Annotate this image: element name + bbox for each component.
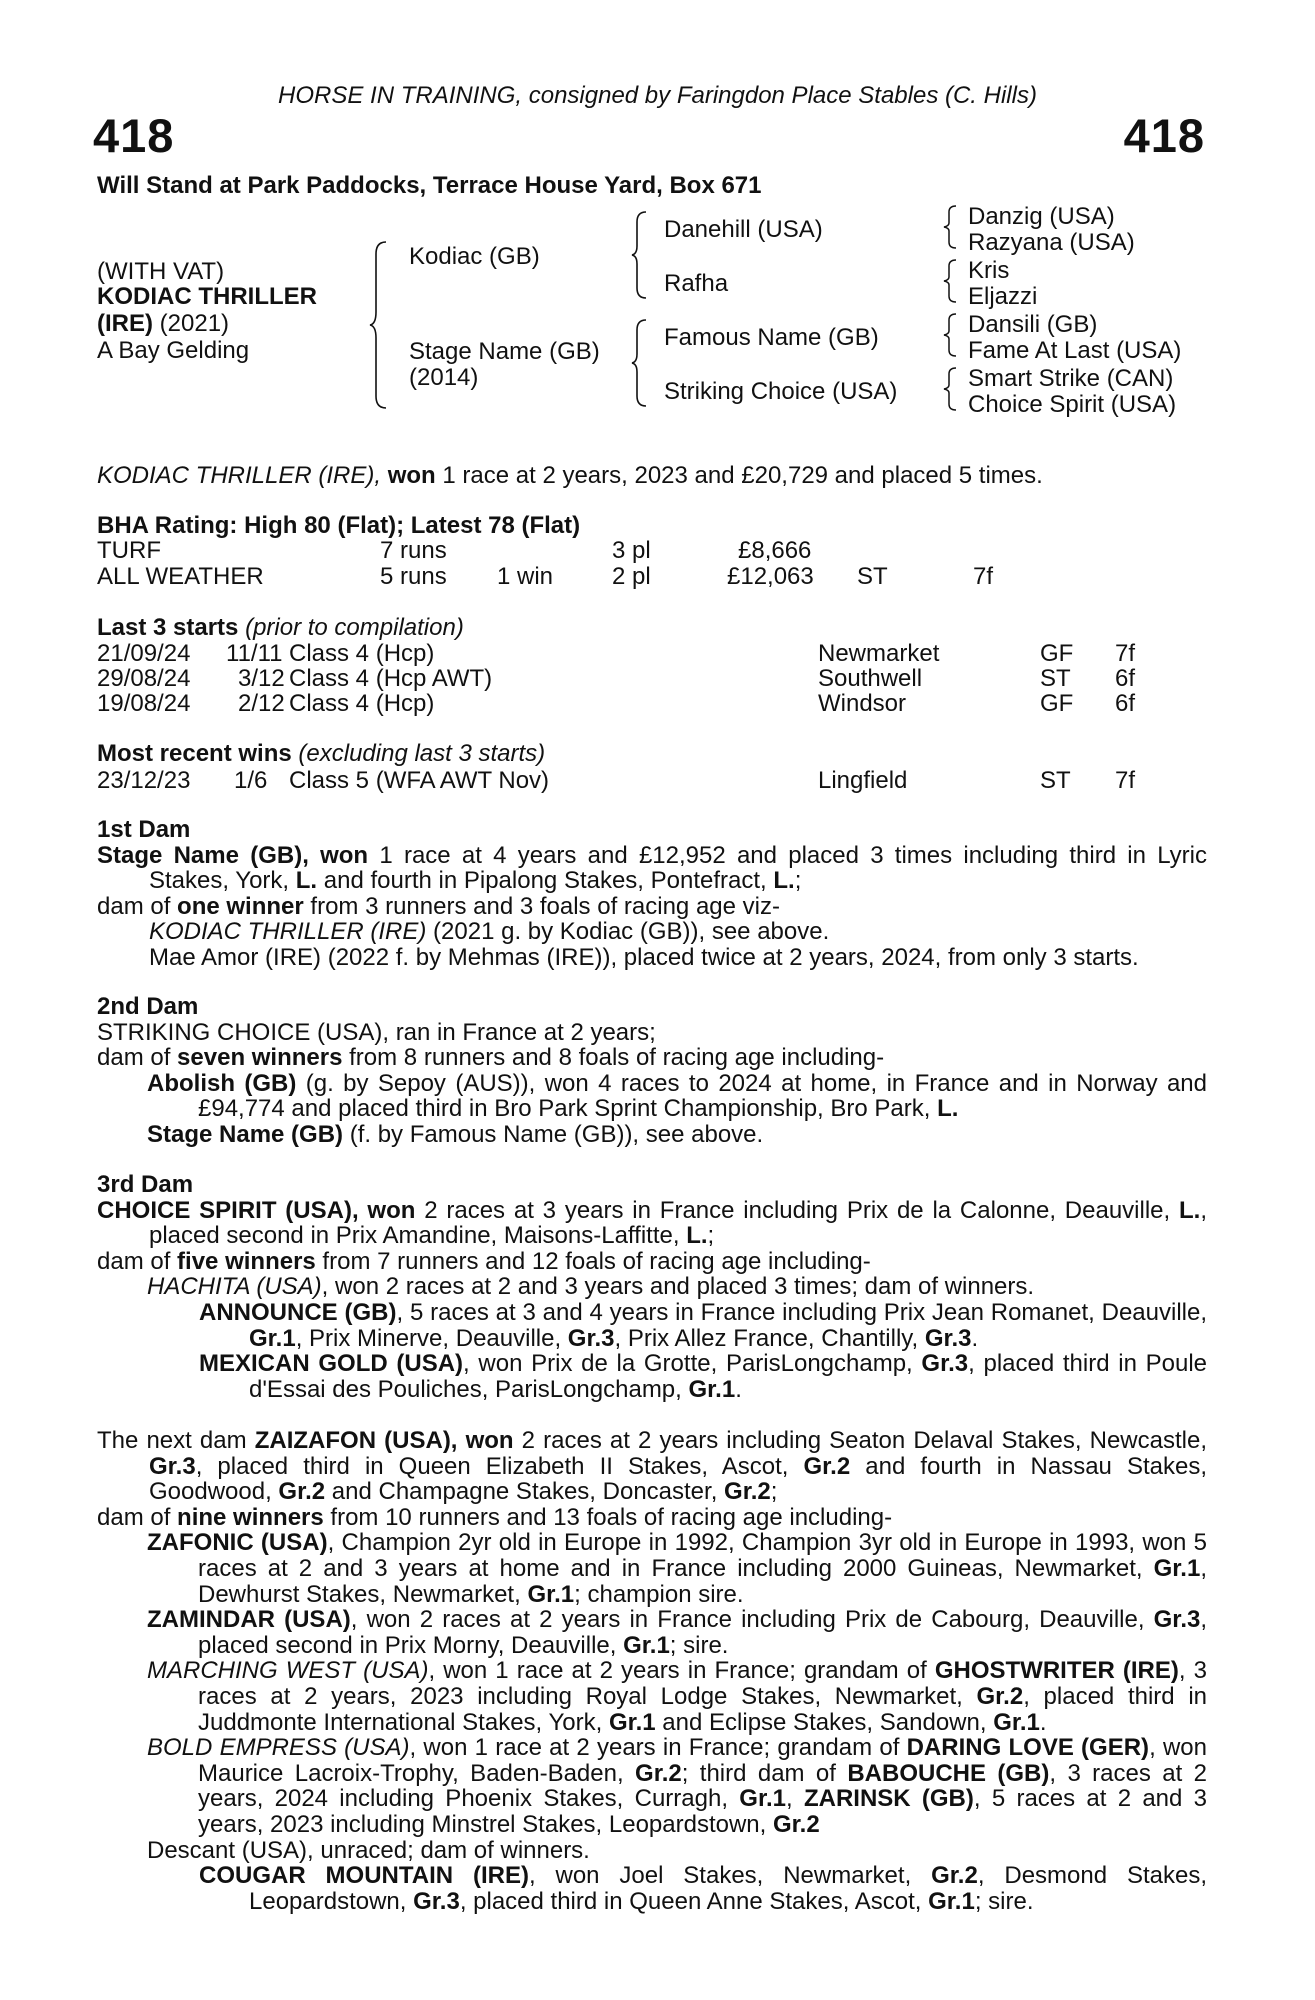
rating-runs: 7 runs xyxy=(380,537,447,564)
listed-mark: L. xyxy=(1179,1196,1201,1224)
produce-text: and Eclipse Stakes, Sandown, xyxy=(655,1708,994,1736)
pedigree-sire-dam: Rafha xyxy=(664,270,729,297)
produce-entry xyxy=(97,1607,1207,1658)
rating-placed: 2 pl xyxy=(612,563,651,590)
produce-entry xyxy=(97,1274,1207,1300)
last-starts-heading xyxy=(97,614,464,642)
pedigree-dam-dam: Striking Choice (USA) xyxy=(664,378,898,405)
recent-wins-title: Most recent wins xyxy=(97,740,292,767)
produce-entry xyxy=(97,1530,1207,1607)
produce-entry xyxy=(97,1735,1207,1837)
pedigree-dam-sire: Famous Name (GB) xyxy=(664,324,879,351)
pedigree-gg1: Danzig (USA) xyxy=(968,203,1115,230)
group-mark: Gr.3 xyxy=(1153,1606,1201,1634)
next-dam-record xyxy=(97,1428,1207,1505)
start-race: Class 4 (Hcp) xyxy=(289,690,435,717)
pedigree-gg2: Razyana (USA) xyxy=(968,229,1135,256)
group-mark: Gr.1 xyxy=(249,1324,296,1352)
group-mark: Gr.2 xyxy=(772,1810,820,1838)
next-dam-section xyxy=(97,1428,1207,1914)
produce-text: ; sire. xyxy=(669,1631,729,1659)
produce-entry xyxy=(97,1071,1207,1122)
produce-text: ; third dam of xyxy=(681,1759,848,1787)
produce-text: , won Joel Stakes, Newmarket, xyxy=(528,1862,932,1890)
produce-text: , Prix Minerve, Deauville, xyxy=(295,1324,568,1352)
produce-text: , 5 races at 3 and 4 years in France including Prix Jean Romanet, Deauville, xyxy=(396,1298,1208,1326)
start-position: 11/11 xyxy=(226,640,283,667)
produce-summary: from 8 runners and 8 foals of racing age including- xyxy=(342,1044,885,1072)
group-mark: Gr.1 xyxy=(527,1580,575,1608)
produce-text: (f. by Famous Name (GB)), see above. xyxy=(343,1120,764,1148)
produce-text: , Desmond Stakes, Leopardstown, xyxy=(249,1862,1207,1915)
summary-won: won xyxy=(387,462,436,489)
produce-summary: from 10 runners and 13 foals of racing age including- xyxy=(323,1503,893,1531)
rating-going: ST xyxy=(857,563,888,590)
grandchild-name: BABOUCHE (GB) xyxy=(847,1759,1050,1787)
first-dam-text: 1 race at 4 years and £12,952 and placed 3 times including third in Lyric Stakes, York, xyxy=(149,841,1207,895)
grandchild-name: GHOSTWRITER (IRE) xyxy=(934,1657,1179,1685)
produce-entry xyxy=(97,1300,1207,1351)
pedigree-brace-g1 xyxy=(944,204,958,250)
winners-count: seven winners xyxy=(177,1044,343,1072)
rating-prize: £12,063 xyxy=(727,563,814,590)
next-dam-text: 2 races at 2 years including Seaton Delaval Stakes, Newcastle, xyxy=(513,1427,1207,1454)
start-course: Windsor xyxy=(818,690,907,717)
punctuation: ; xyxy=(707,1222,715,1250)
produce-text: , 3 races at 2 years, 2023 including Royal Lodge Stakes, Newmarket, xyxy=(198,1657,1207,1710)
third-dam-produce-intro xyxy=(97,1249,1207,1275)
start-going: ST xyxy=(1040,665,1071,692)
recent-wins-note: (excluding last 3 starts) xyxy=(298,740,546,767)
horse-description: A Bay Gelding xyxy=(97,337,250,364)
produce-text: , Dewhurst Stakes, Newmarket, xyxy=(198,1554,1207,1608)
first-dam-text: and fourth in Pipalong Stakes, Pontefract, xyxy=(317,867,774,895)
start-date: 19/08/24 xyxy=(97,690,191,717)
winners-count: five winners xyxy=(177,1247,316,1275)
first-dam-record xyxy=(97,843,1207,894)
first-dam-name: Stage Name (GB), won xyxy=(97,841,369,869)
rating-distance: 7f xyxy=(973,563,994,590)
produce-name: MEXICAN GOLD (USA) xyxy=(199,1350,464,1378)
start-date: 21/09/24 xyxy=(97,640,191,667)
pedigree-brace-g3 xyxy=(944,312,958,358)
produce-text: , won 1 race at 2 years in France; grandam of xyxy=(428,1657,935,1685)
start-race: Class 4 (Hcp AWT) xyxy=(289,665,493,692)
start-position: 3/12 xyxy=(238,665,285,692)
group-mark: Gr.1 xyxy=(608,1708,656,1736)
pedigree-gg4: Eljazzi xyxy=(968,283,1038,310)
produce-name: COUGAR MOUNTAIN (IRE) xyxy=(199,1862,529,1890)
produce-name: HACHITA (USA) xyxy=(147,1273,322,1301)
group-mark: Gr.2 xyxy=(724,1478,771,1506)
group-mark: Gr.1 xyxy=(623,1631,670,1659)
punctuation: ; xyxy=(794,867,802,895)
punctuation: . xyxy=(971,1324,979,1352)
first-dam-heading: 1st Dam xyxy=(97,816,191,843)
horse-year: (2021) xyxy=(159,310,230,337)
punctuation: , xyxy=(786,1785,804,1813)
pedigree-gg3: Kris xyxy=(968,257,1010,284)
pedigree-gg8: Choice Spirit (USA) xyxy=(968,391,1177,418)
group-mark: Gr.2 xyxy=(278,1478,326,1506)
produce-text: , 3 races at 2 years, 2024 including Phoenix Stakes, Curragh, xyxy=(198,1759,1207,1813)
produce-text: , won 1 race at 2 years in France; grandam of xyxy=(409,1734,907,1762)
group-mark: Gr.1 xyxy=(688,1375,736,1403)
second-dam-section xyxy=(97,994,1207,1148)
lot-number-left: 418 xyxy=(93,109,175,162)
win-course: Lingfield xyxy=(818,767,908,794)
produce-name: ZAMINDAR (USA) xyxy=(147,1606,351,1634)
produce-name: KODIAC THRILLER (IRE) xyxy=(149,918,427,946)
win-position: 1/6 xyxy=(234,767,268,794)
produce-entry xyxy=(97,1122,1207,1148)
win-going: ST xyxy=(1040,767,1071,794)
grandchild-name: DARING LOVE (GER) xyxy=(906,1734,1150,1762)
horse-origin-year xyxy=(97,310,229,338)
pedigree-dam: Stage Name (GB) xyxy=(409,338,600,365)
start-distance: 7f xyxy=(1115,640,1136,667)
rating-prize: £8,666 xyxy=(738,537,812,564)
produce-name: BOLD EMPRESS (USA) xyxy=(147,1734,410,1762)
horse-origin: (IRE) xyxy=(97,310,153,337)
winners-count: nine winners xyxy=(177,1503,324,1531)
start-going: GF xyxy=(1040,640,1074,667)
listed-mark: L. xyxy=(295,867,318,895)
produce-text: , Champion 2yr old in Europe in 1992, Champion 3yr old in Europe in 1993, won 5 races at 2 and 3 years at home and in France including 2000 Guineas, Newmarket, xyxy=(198,1529,1207,1582)
start-date: 29/08/24 xyxy=(97,665,191,692)
bha-rating-heading: BHA Rating: High 80 (Flat); Latest 78 (Flat) xyxy=(97,512,581,539)
dam-of-label: dam of xyxy=(97,1247,178,1275)
pedigree-sire: Kodiac (GB) xyxy=(409,243,540,270)
second-dam-produce-intro xyxy=(97,1045,1207,1071)
group-mark: Gr.1 xyxy=(928,1887,975,1915)
start-going: GF xyxy=(1040,690,1074,717)
listed-mark: L. xyxy=(773,867,795,895)
vat-note: (WITH VAT) xyxy=(97,258,225,285)
race-summary xyxy=(97,462,1043,490)
produce-text: ; sire. xyxy=(974,1887,1034,1915)
produce-entry: Mae Amor (IRE) (2022 f. by Mehmas (IRE)), placed twice at 2 years, 2024, from only 3 starts. xyxy=(149,943,1139,971)
produce-name: ANNOUNCE (GB) xyxy=(199,1298,397,1326)
summary-horse-name: KODIAC THRILLER (IRE), xyxy=(97,462,382,489)
third-dam-text: , placed second in Prix Amandine, Maisons-Laffitte, xyxy=(149,1196,1207,1250)
third-dam-section xyxy=(97,1172,1207,1402)
dam-of-label: dam of xyxy=(97,892,178,920)
produce-text: , placed third in Juddmonte International Stakes, York, xyxy=(198,1682,1208,1736)
pedigree-sire-sire: Danehill (USA) xyxy=(664,216,823,243)
win-race: Class 5 (WFA AWT Nov) xyxy=(289,767,550,794)
rating-surface: ALL WEATHER xyxy=(97,563,264,590)
produce-entry xyxy=(97,1658,1207,1735)
group-mark: Gr.3 xyxy=(924,1324,972,1352)
pedigree-brace-g4 xyxy=(944,366,958,412)
group-mark: Gr.2 xyxy=(635,1759,682,1787)
produce-entry xyxy=(97,1351,1207,1402)
third-dam-text: 2 races at 3 years in France including Prix de la Calonne, Deauville, xyxy=(415,1196,1179,1224)
listed-mark: L. xyxy=(937,1095,959,1123)
pedigree-brace-main xyxy=(370,240,390,410)
produce-text: , placed third in Poule d'Essai des Pouliches, ParisLongchamp, xyxy=(249,1350,1208,1403)
listed-mark: L. xyxy=(686,1222,708,1250)
produce-text: , won 2 races at 2 and 3 years and placed 3 times; dam of winners. xyxy=(321,1273,1035,1301)
group-mark: Gr.2 xyxy=(976,1682,1024,1710)
produce-name: Stage Name (GB) xyxy=(147,1120,344,1148)
produce-name: ZAFONIC (USA) xyxy=(147,1529,328,1557)
group-mark: Gr.1 xyxy=(993,1708,1040,1736)
rating-runs: 5 runs xyxy=(380,563,447,590)
rating-wins: 1 win xyxy=(497,563,554,590)
produce-name: Abolish (GB) xyxy=(147,1069,297,1097)
next-dam-text: , placed third in Queen Elizabeth II Stakes, Ascot, xyxy=(195,1452,804,1480)
next-dam-text: and fourth in Nassau Stakes, Goodwood, xyxy=(149,1452,1207,1506)
group-mark: Gr.2 xyxy=(931,1862,978,1890)
second-dam-record: STRIKING CHOICE (USA), ran in France at 2 years; xyxy=(97,1018,656,1046)
produce-entry xyxy=(97,919,1207,945)
produce-text: , Prix Allez France, Chantilly, xyxy=(614,1324,925,1352)
group-mark: Gr.1 xyxy=(739,1785,786,1813)
pedigree-gg6: Fame At Last (USA) xyxy=(968,337,1182,364)
produce-entry: Descant (USA), unraced; dam of winners. xyxy=(147,1836,590,1864)
produce-text: (g. by Sepoy (AUS)), won 4 races to 2024 at home, in France and in Norway and £94,774 and placed third in Bro Park Sprint Championship, Bro Park, xyxy=(198,1069,1207,1123)
stand-location: Will Stand at Park Paddocks, Terrace House Yard, Box 671 xyxy=(97,172,762,199)
punctuation: . xyxy=(1039,1708,1047,1736)
grandchild-name: ZARINSK (GB) xyxy=(803,1785,974,1813)
pedigree-brace-g2 xyxy=(944,258,958,304)
horse-name: KODIAC THRILLER xyxy=(97,283,317,310)
group-mark: Gr.3 xyxy=(413,1887,460,1915)
win-date: 23/12/23 xyxy=(97,767,191,794)
next-dam-produce-intro xyxy=(97,1505,1207,1531)
pedigree-gg5: Dansili (GB) xyxy=(968,311,1098,338)
group-mark: Gr.3 xyxy=(921,1350,969,1378)
pedigree-brace-sire xyxy=(632,210,648,300)
dam-of-label: dam of xyxy=(97,1503,178,1531)
produce-text: , won 2 races at 2 years in France including Prix de Cabourg, Deauville, xyxy=(350,1606,1154,1634)
rating-surface: TURF xyxy=(97,537,161,564)
group-mark: Gr.2 xyxy=(803,1452,851,1480)
start-course: Southwell xyxy=(818,665,923,692)
start-race: Class 4 (Hcp) xyxy=(289,640,435,667)
next-dam-label: The next dam xyxy=(97,1427,255,1454)
group-mark: Gr.3 xyxy=(149,1452,196,1480)
second-dam-heading: 2nd Dam xyxy=(97,993,199,1020)
dam-of-label: dam of xyxy=(97,1044,178,1072)
rating-placed: 3 pl xyxy=(612,537,651,564)
summary-text: 1 race at 2 years, 2023 and £20,729 and placed 5 times. xyxy=(442,462,1043,489)
last-starts-note: (prior to compilation) xyxy=(245,614,464,641)
start-position: 2/12 xyxy=(238,690,285,717)
pedigree-gg7: Smart Strike (CAN) xyxy=(968,365,1174,392)
group-mark: Gr.3 xyxy=(567,1324,615,1352)
punctuation: ; xyxy=(770,1478,778,1506)
produce-summary: from 3 runners and 3 foals of racing age viz- xyxy=(303,892,780,920)
third-dam-record xyxy=(97,1198,1207,1249)
produce-text: (2021 g. by Kodiac (GB)), see above. xyxy=(426,918,830,946)
winners-count: one winner xyxy=(177,892,304,920)
produce-text: , placed second in Prix Morny, Deauville, xyxy=(198,1606,1208,1659)
produce-text: , placed third in Queen Anne Stakes, Ascot, xyxy=(459,1887,929,1915)
produce-entry xyxy=(97,1863,1207,1914)
third-dam-name: CHOICE SPIRIT (USA), won xyxy=(97,1196,416,1224)
produce-text: , 5 races at 2 and 3 years, 2023 including Minstrel Stakes, Leopardstown, xyxy=(198,1785,1208,1838)
lot-number-right: 418 xyxy=(1123,109,1205,162)
produce-name: MARCHING WEST (USA) xyxy=(147,1657,429,1685)
start-distance: 6f xyxy=(1115,690,1136,717)
start-course: Newmarket xyxy=(818,640,940,667)
punctuation: . xyxy=(735,1375,742,1403)
group-mark: Gr.1 xyxy=(1153,1554,1201,1582)
next-dam-name: ZAIZAFON (USA), won xyxy=(254,1427,514,1454)
recent-wins-heading xyxy=(97,740,545,768)
win-distance: 7f xyxy=(1115,767,1136,794)
third-dam-heading: 3rd Dam xyxy=(97,1171,194,1198)
next-dam-text: and Champagne Stakes, Doncaster, xyxy=(325,1478,725,1506)
pedigree-brace-dam xyxy=(632,318,648,408)
first-dam-section xyxy=(97,817,1207,971)
start-distance: 6f xyxy=(1115,665,1136,692)
produce-text: ; champion sire. xyxy=(574,1580,744,1608)
produce-summary: from 7 runners and 12 foals of racing age including- xyxy=(315,1247,871,1275)
last-starts-title: Last 3 starts xyxy=(97,614,239,641)
produce-text: , won Maurice Lacroix-Trophy, Baden-Baden, xyxy=(198,1734,1207,1787)
consignor-line: HORSE IN TRAINING, consigned by Faringdon Place Stables (C. Hills) xyxy=(278,82,1037,109)
produce-text: , won Prix de la Grotte, ParisLongchamp, xyxy=(463,1350,922,1378)
first-dam-produce-intro xyxy=(97,894,1207,920)
pedigree-dam-year: (2014) xyxy=(409,364,479,391)
